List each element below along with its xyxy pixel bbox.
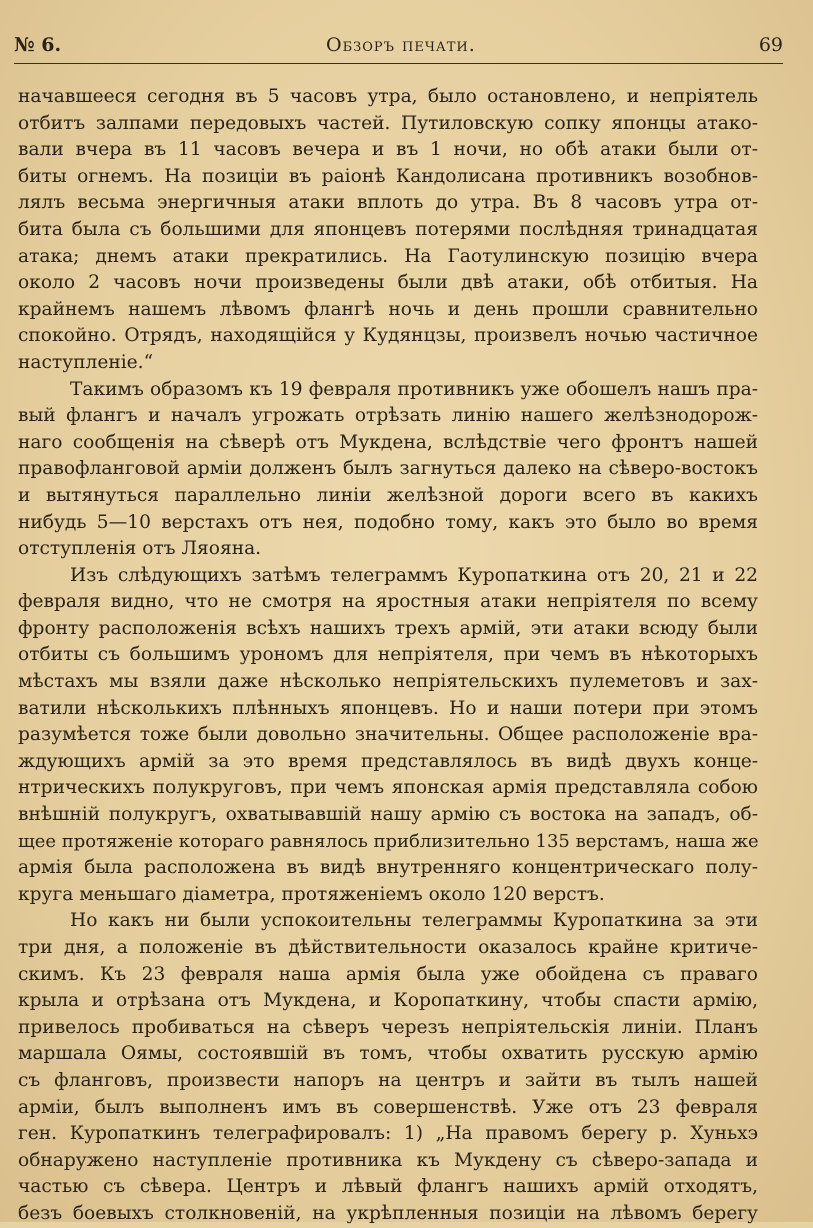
text-line: бита была съ большими для японцевъ потерями послѣдняя тринадцатая	[18, 218, 758, 240]
text-line: Но какъ ни были успокоительны телеграммы Куропаткина за эти	[70, 910, 758, 932]
text-line: отступленія отъ Ляояна.	[18, 538, 262, 560]
text-line: круга меньшаго діаметра, протяженіемъ около 120 верстъ.	[18, 883, 605, 905]
text-line: атака; днемъ атаки прекратились. На Гаотулинскую позицію вчера	[18, 245, 758, 267]
text-line: фронту расположенія всѣхъ нашихъ трехъ армій, эти атаки всюду были	[18, 617, 758, 639]
issue-number: № 6.	[14, 34, 62, 56]
text-line: наступленіе.“	[18, 351, 154, 373]
text-line: съ фланговъ, произвести напоръ на центръ и зайти въ тылъ нашей	[18, 1069, 758, 1091]
text-line: армія была расположена въ видѣ внутренняго концентрическаго полу-	[18, 857, 758, 879]
body-text	[18, 84, 758, 1228]
text-line: нибудь 5—10 верстахъ отъ нея, подобно тому, какъ это было во время	[18, 511, 758, 533]
text-line: отбитъ залпами передовыхъ частей. Путиловскую сопку японцы атако-	[18, 112, 758, 134]
text-line: мѣстахъ мы взяли даже нѣсколько непріятельскихъ пулеметовъ и зах-	[18, 671, 758, 693]
text-line: вый флангъ и началъ угрожать отрѣзать линію нашего желѣзнодорож-	[18, 405, 758, 427]
text-line: щее протяженіе котораго равнялось приблизительно 135 верстамъ, наша же	[18, 830, 759, 852]
text-line: безъ боевыхъ столкновеній, на укрѣпленныя позиціи на лѣвомъ берегу	[18, 1202, 758, 1224]
text-line: крайнемъ нашемъ лѣвомъ флангѣ ночь и день прошли сравнительно	[18, 298, 758, 320]
text-line: около 2 часовъ ночи произведены были двѣ атаки, обѣ отбитыя. На	[18, 272, 758, 294]
text-line: маршала Оямы, состоявшій въ томъ, чтобы охватить русскую армію	[18, 1043, 758, 1065]
text-line: ген. Куропаткинъ телеграфировалъ: 1) „На правомъ берегу р. Хуньхэ	[18, 1123, 758, 1145]
section-title: Обзоръ печати.	[326, 34, 476, 56]
text-line: биты огнемъ. На позиціи въ раіонѣ Кандолисана противникъ возобнов-	[18, 165, 758, 187]
running-header	[14, 34, 783, 64]
text-line: привелось пробиваться на сѣверъ черезъ непріятельскія линіи. Планъ	[18, 1016, 758, 1038]
header-rule	[14, 63, 783, 64]
text-line: февраля видно, что не смотря на яростныя атаки непріятеля по всему	[18, 591, 758, 613]
text-line: внѣшній полукругъ, охватывавшій нашу армію съ востока на западъ, об-	[18, 804, 758, 826]
text-line: крыла и отрѣзана отъ Мукдена, и Коропаткину, чтобы спасти армію,	[18, 990, 758, 1012]
text-line: скимъ. Къ 23 февраля наша армія была уже обойдена съ праваго	[18, 963, 758, 985]
text-line: наго сообщенія на сѣверѣ отъ Мукдена, вслѣдствіе чего фронтъ нашей	[18, 431, 758, 453]
page-number: 69	[758, 34, 783, 56]
text-line: арміи, былъ выполненъ имъ въ совершенствѣ. Уже отъ 23 февраля	[18, 1096, 758, 1118]
text-line: и вытянуться параллельно линіи желѣзной дороги всего въ какихъ	[18, 484, 758, 506]
text-line: разумѣется тоже были довольно значительны. Общее расположеніе вра-	[18, 724, 758, 746]
text-line: три дня, а положеніе въ дѣйствительности оказалось крайне критиче-	[18, 937, 758, 958]
text-line: правофланговой арміи долженъ былъ загнуться далеко на сѣверо-востокъ	[18, 458, 758, 480]
text-line: отбиты съ большимъ урономъ для непріятеля, при чемъ въ нѣкоторыхъ	[18, 644, 758, 666]
text-line: ждующихъ армій за это время представлялось въ видѣ двухъ конце-	[18, 750, 758, 772]
text-line: нтрическихъ полукруговъ, при чемъ японская армія представляла собою	[18, 777, 758, 799]
text-line: частью съ сѣвера. Центръ и лѣвый флангъ нашихъ армій отходятъ,	[18, 1176, 758, 1198]
text-line: лялъ весьма энергичныя атаки вплоть до утра. Въ 8 часовъ утра от-	[18, 192, 758, 214]
text-line: начавшееся сегодня въ 5 часовъ утра, было остановлено, и непріятель	[18, 86, 758, 107]
text-line: Такимъ образомъ къ 19 февраля противникъ уже обошелъ нашъ пра-	[70, 378, 758, 400]
text-line: обнаружено наступленіе противника къ Мукдену съ сѣверо-запада и	[18, 1149, 758, 1171]
text-line: вали вчера въ 11 часовъ вечера и въ 1 ночи, но обѣ атаки были от-	[18, 139, 758, 161]
text-line: ватили нѣсколькихъ плѣнныхъ японцевъ. Но и наши потери при этомъ	[18, 697, 758, 719]
text-line: спокойно. Отрядъ, находящійся у Кудянцзы, произвелъ ночью частичное	[18, 325, 758, 347]
text-line: Изъ слѣдующихъ затѣмъ телеграммъ Куропаткина отъ 20, 21 и 22	[70, 564, 758, 586]
